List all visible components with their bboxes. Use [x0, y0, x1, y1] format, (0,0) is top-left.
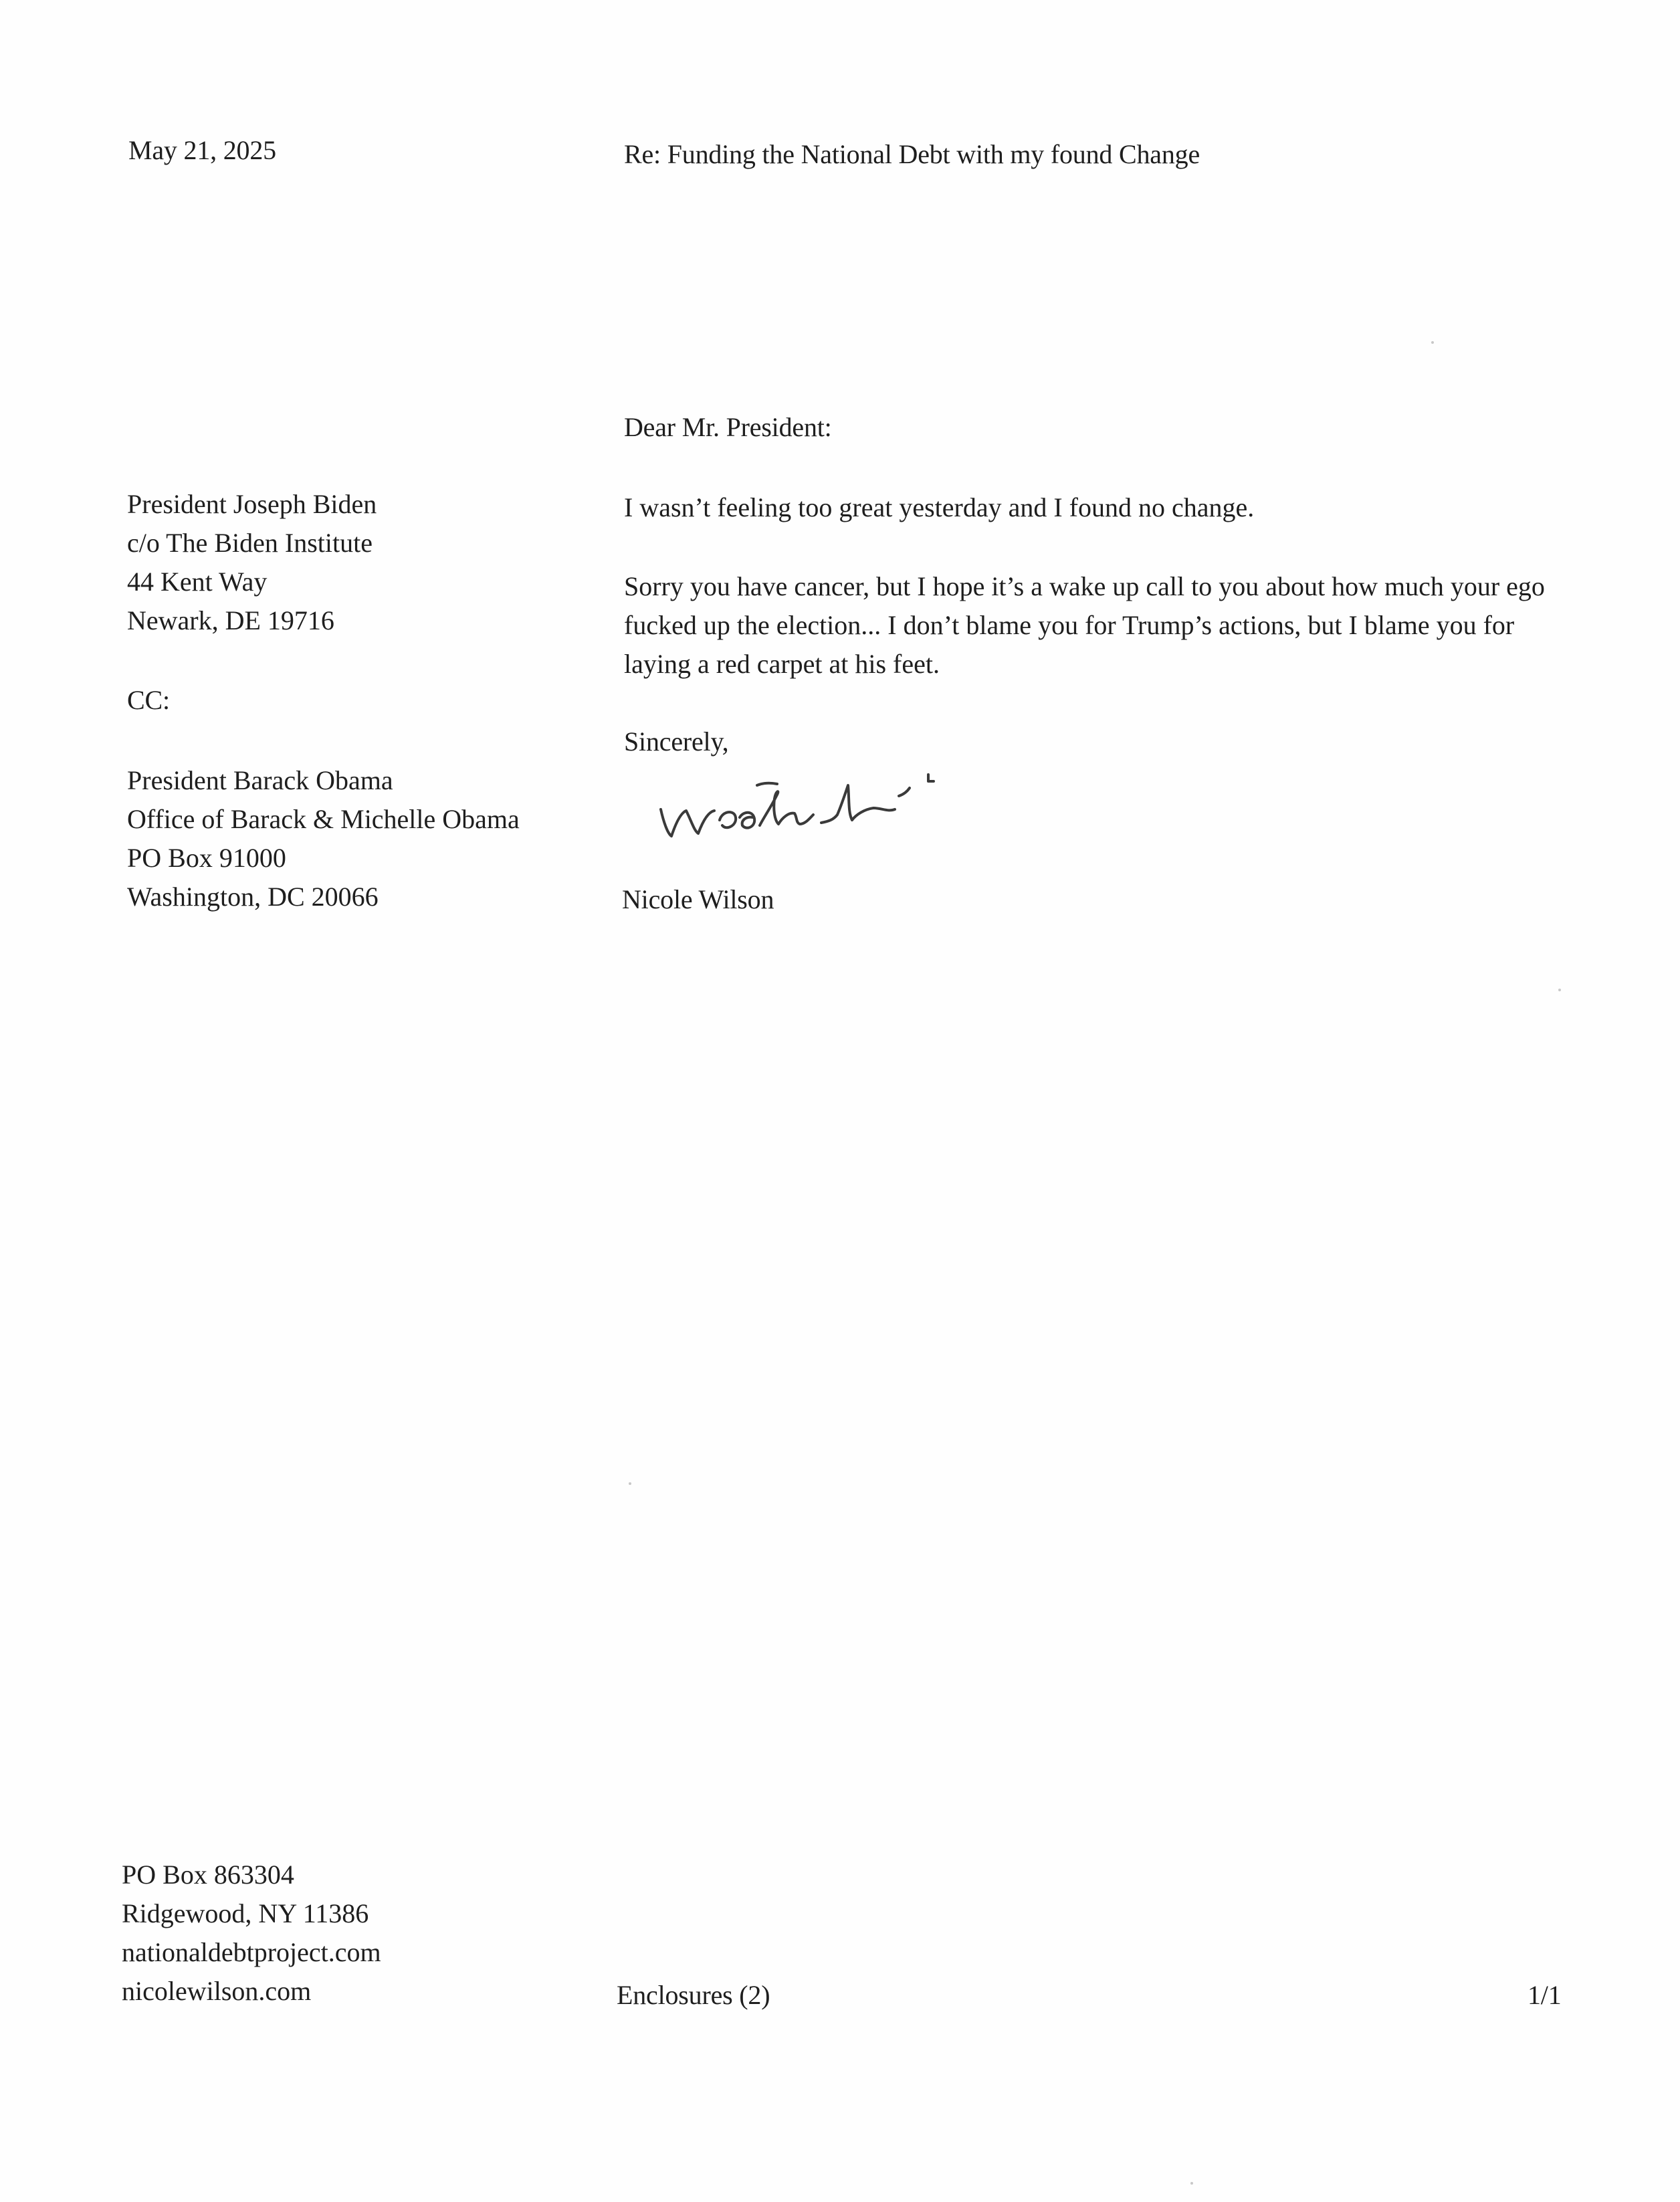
cc-recipient-line: President Barack Obama — [127, 765, 393, 795]
letter-subject: Re: Funding the National Debt with my found Change — [624, 139, 1200, 169]
scan-speck — [1431, 341, 1434, 344]
page-number: 1/1 — [1528, 1980, 1562, 2010]
recipient-line: President Joseph Biden — [127, 489, 377, 519]
handwritten-signature — [653, 761, 967, 848]
scan-speck — [1558, 989, 1561, 991]
cc-label: CC: — [127, 685, 170, 715]
recipient-line: 44 Kent Way — [127, 567, 268, 597]
body-paragraph-1: I wasn’t feeling too great yesterday and I found no change. — [624, 492, 1255, 522]
sender-address — [122, 1856, 381, 2011]
body-paragraph-2: Sorry you have cancer, but I hope it’s a wake up call to you about how much your ego fucked up the election... I don’t blame you for Trump’s actions, but I blame you for laying a red carpet at his feet. — [624, 571, 1545, 679]
cc-recipient-address — [127, 761, 520, 916]
sender-line: Ridgewood, NY 11386 — [122, 1898, 369, 1928]
closing: Sincerely, — [624, 726, 729, 757]
enclosures-note: Enclosures (2) — [617, 1980, 770, 2010]
salutation: Dear Mr. President: — [624, 412, 832, 442]
cc-recipient-line: Office of Barack & Michelle Obama — [127, 804, 520, 834]
sender-line: nicolewilson.com — [122, 1976, 312, 2006]
signature-name: Nicole Wilson — [622, 884, 774, 914]
cc-recipient-line: PO Box 91000 — [127, 843, 286, 873]
recipient-line: Newark, DE 19716 — [127, 605, 334, 635]
sender-line: nationaldebtproject.com — [122, 1937, 381, 1967]
recipient-line: c/o The Biden Institute — [127, 528, 373, 558]
sender-line: PO Box 863304 — [122, 1860, 294, 1890]
scan-speck — [1190, 2182, 1193, 2185]
letter-date: May 21, 2025 — [128, 135, 276, 165]
recipient-address — [127, 485, 377, 640]
cc-recipient-line: Washington, DC 20066 — [127, 882, 379, 912]
scan-speck — [629, 1482, 631, 1485]
